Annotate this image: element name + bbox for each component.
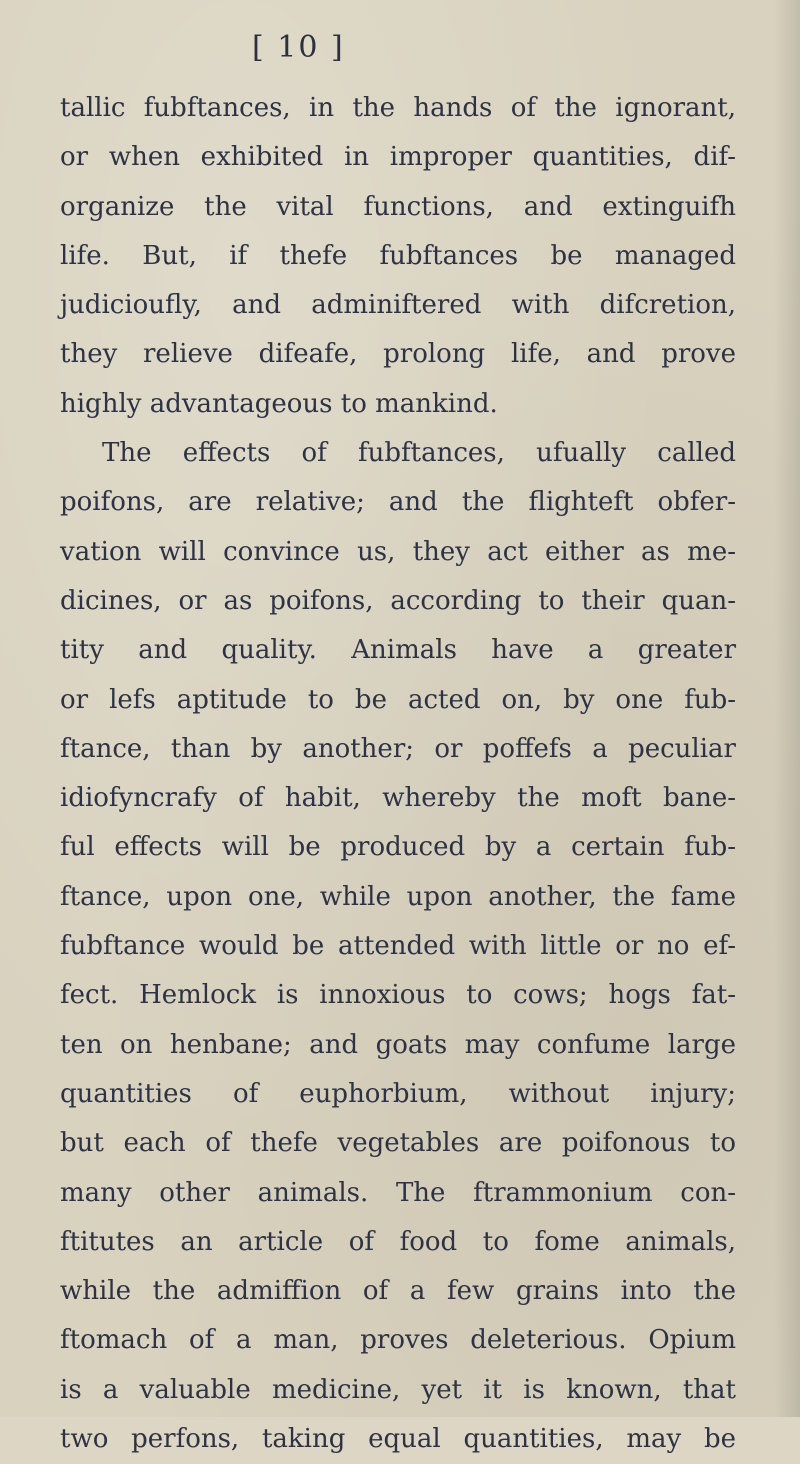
- text-line: two perfons, taking equal quantities, may be: [60, 1424, 736, 1455]
- text-line: quantities of euphorbium, without injury;: [60, 1078, 736, 1109]
- body-text: [60, 84, 736, 1464]
- text-line: ftomach of a man, proves deleterious. Opium: [60, 1325, 736, 1356]
- text-line: ten on henbane; and goats may confume large: [60, 1029, 736, 1060]
- text-line: tallic fubftances, in the hands of the ignorant,: [60, 93, 736, 123]
- text-line: The effects of fubftances, ufually called: [102, 438, 736, 469]
- text-line: idiofyncrafy of habit, whereby the moft bane-: [60, 783, 736, 814]
- text-line: vation will convince us, they act either as me-: [60, 536, 736, 567]
- text-line: ftance, upon one, while upon another, the fame: [60, 881, 736, 912]
- text-line: while the admiffion of a few grains into the: [60, 1276, 736, 1307]
- text-line: ful effects will be produced by a certain fub-: [60, 832, 736, 863]
- text-line: tity and quality. Animals have a greater: [60, 635, 736, 666]
- text-line: or lefs aptitude to be acted on, by one fub-: [60, 684, 736, 715]
- page-number: [ 10 ]: [252, 30, 345, 65]
- text-line: they relieve difeafe, prolong life, and prove: [60, 339, 736, 370]
- text-line: poifons, are relative; and the flighteft obfer-: [60, 487, 736, 518]
- text-line: or when exhibited in improper quantities, dif-: [60, 142, 736, 173]
- text-line: ftance, than by another; or poffefs a peculiar: [60, 733, 736, 764]
- text-line: fubftance would be attended with little or no ef-: [60, 931, 736, 962]
- text-line: ftitutes an article of food to fome animals,: [60, 1226, 736, 1257]
- text-line: but each of thefe vegetables are poifonous to: [60, 1128, 736, 1159]
- text-line: organize the vital functions, and extinguifh: [60, 191, 736, 222]
- text-line: highly advantageous to mankind.: [60, 388, 498, 419]
- text-line: many other animals. The ftrammonium con-: [60, 1177, 736, 1208]
- text-line: life. But, if thefe fubftances be managed: [60, 240, 736, 271]
- text-line: judicioufly, and adminiftered with difcretion,: [60, 290, 736, 321]
- text-line: is a valuable medicine, yet it is known, that: [60, 1374, 736, 1405]
- text-line: fect. Hemlock is innoxious to cows; hogs fat-: [60, 980, 736, 1011]
- page-edge-shadow: [774, 0, 800, 1417]
- text-line: dicines, or as poifons, according to their quan-: [60, 585, 736, 616]
